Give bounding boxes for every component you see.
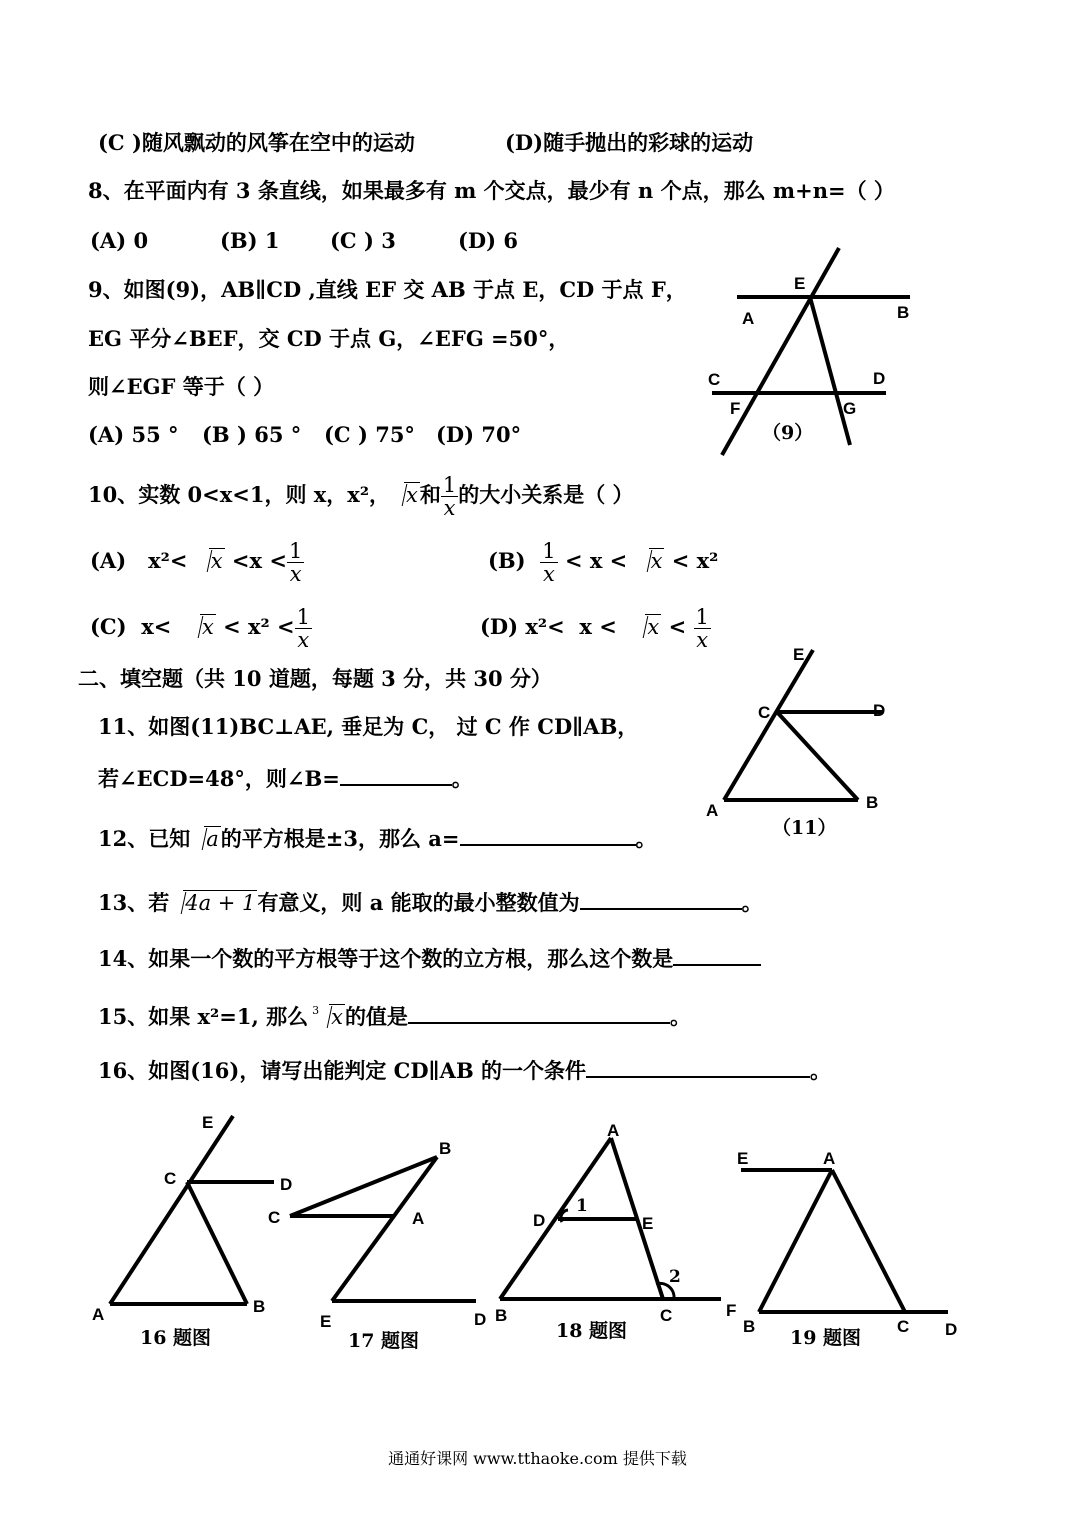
q10-post: 的大小关系是（ ） [458, 482, 634, 507]
fig9-label-e: E [794, 274, 806, 293]
fig17-label-b: B [439, 1139, 452, 1158]
fig19-line-ac [832, 1170, 905, 1312]
fig16-caption: 16 题图 [140, 1327, 212, 1349]
fig11-line-cb [777, 712, 858, 800]
figure-16 [90, 1108, 293, 1348]
q8-option-c: (C ) 3 [330, 228, 396, 253]
q13-answer-blank[interactable] [580, 886, 742, 910]
q10-option-c: (C) x< x < x² < $\frac{1}{x}$ [90, 605, 311, 652]
fig19-label-c: C [897, 1317, 910, 1336]
q10-option-a: (A) x²< x <x < $\frac{1}{x}$ [90, 539, 303, 586]
q16-text: 16、如图(16)，请写出能判定 CD∥AB 的一个条件 。 [98, 1054, 831, 1086]
q11-line2: 若∠ECD=48°，则∠B= 。 [98, 762, 473, 794]
fig17-label-e: E [320, 1312, 332, 1331]
q14-text: 14、如果一个数的平方根等于这个数的立方根，那么这个数是 [98, 942, 761, 974]
fig18-label-b: B [495, 1306, 508, 1325]
fig16-line-cb [187, 1182, 247, 1304]
fig16-line-ae [110, 1116, 233, 1304]
figure-9 [700, 240, 930, 460]
q12-answer-blank[interactable] [460, 822, 636, 846]
fig19-label-a: A [823, 1149, 836, 1168]
fig9-label-a: A [742, 309, 755, 328]
fig9-caption: （9） [762, 422, 814, 444]
fig19-line-ab [759, 1170, 832, 1312]
q8-text: 8、在平面内有 3 条直线，如果最多有 m 个交点，最少有 n 个点，那么 m+n=（ ） [88, 178, 895, 203]
footer-credit: 通通好课网 www.tthaoke.com 提供下载 [388, 1449, 687, 1468]
q8-option-b: (B) 1 [220, 228, 280, 253]
fig16-label-b: B [253, 1297, 266, 1316]
q13-text: 13、若 4a + 1有意义，则 a 能取的最小整数值为 。 [98, 886, 763, 918]
fig11-caption: （11） [772, 817, 837, 839]
fig16-label-d: D [280, 1175, 293, 1194]
figure-18 [490, 1118, 750, 1328]
q10-option-d: (D) x²< x < x < $\frac{1}{x}$ [480, 605, 709, 652]
fig9-label-c: C [708, 370, 721, 389]
figure-11 [700, 640, 900, 850]
fig19-label-b: B [743, 1317, 756, 1336]
figure-17 [262, 1130, 502, 1350]
fig19-caption: 19 题图 [790, 1327, 862, 1349]
figure-19 [735, 1140, 975, 1340]
fig16-label-e: E [202, 1113, 214, 1132]
q12-text: 12、已知 a的平方根是±3，那么 a= 。 [98, 822, 657, 854]
fig19-label-d: D [945, 1320, 958, 1339]
q11-line1: 11、如图(11)BC⊥AE, 垂足为 C， 过 C 作 CD∥AB， [98, 714, 639, 739]
q10-pre: 10、实数 0<x<1，则 x，x²， [88, 482, 391, 507]
q9-option-b: (B ) 65 ° [202, 422, 302, 447]
section-2-heading: 二、填空题（共 10 道题，每题 3 分，共 30 分） [78, 666, 552, 691]
fig9-label-b: B [897, 303, 910, 322]
fig11-label-e: E [793, 645, 805, 664]
fig18-label-1: 1 [576, 1196, 588, 1216]
q8-option-a: (A) 0 [90, 228, 149, 253]
q11-answer-blank[interactable] [340, 762, 452, 786]
fig17-label-c: C [268, 1208, 281, 1227]
q9-line1: 9、如图(9)，AB∥CD ,直线 EF 交 AB 于点 E，CD 于点 F， [88, 277, 687, 302]
fig9-label-d: D [873, 369, 886, 388]
fig17-label-d: D [474, 1310, 487, 1329]
q7-option-c: (C )随风飘动的风筝在空中的运动 [98, 130, 415, 155]
q10-mid: 和 [419, 482, 441, 507]
q10-sqrt-x: x [390, 480, 420, 510]
fig11-label-d: D [873, 701, 886, 720]
q9-line3: 则∠EGF 等于（ ） [88, 374, 275, 399]
fig19-label-e: E [737, 1149, 749, 1168]
fig18-label-f: F [726, 1301, 737, 1320]
q10-frac: $\frac{1}{x}$ [442, 473, 457, 520]
fig18-label-c: C [660, 1306, 673, 1325]
q16-answer-blank[interactable] [586, 1054, 810, 1078]
fig18-label-d: D [533, 1211, 546, 1230]
q15-text: 15、如果 x²=1, 那么 $^3$ x的值是 。 [98, 998, 691, 1032]
fig11-label-c: C [758, 703, 771, 722]
fig18-label-e: E [642, 1214, 654, 1233]
q7-option-d: (D)随手抛出的彩球的运动 [505, 130, 754, 155]
q9-line2: EG 平分∠BEF，交 CD 于点 G，∠EFG =50°， [88, 326, 570, 351]
q14-answer-blank[interactable] [673, 942, 761, 966]
fig9-label-g: G [843, 399, 857, 418]
q10-option-b: (B) $\frac{1}{x}$ < x < x < x² [488, 539, 719, 586]
q15-answer-blank[interactable] [408, 1000, 670, 1024]
fig18-caption: 18 题图 [556, 1320, 628, 1342]
fig18-label-2: 2 [669, 1267, 681, 1287]
q9-option-c: (C ) 75° [324, 422, 415, 447]
fig18-label-a: A [607, 1121, 620, 1140]
fig11-line-ae [724, 650, 813, 800]
fig16-label-c: C [164, 1169, 177, 1188]
fig17-label-a: A [412, 1209, 425, 1228]
fig16-label-a: A [92, 1305, 105, 1324]
fig9-line-eg [810, 297, 850, 445]
fig11-label-b: B [866, 793, 879, 812]
fig11-label-a: A [706, 801, 719, 820]
q9-option-d: (D) 70° [436, 422, 522, 447]
q9-option-a: (A) 55 ° [88, 422, 179, 447]
fig9-label-f: F [730, 399, 741, 418]
q10-text [88, 474, 634, 519]
q8-option-d: (D) 6 [458, 228, 519, 253]
fig17-caption: 17 题图 [348, 1330, 420, 1352]
